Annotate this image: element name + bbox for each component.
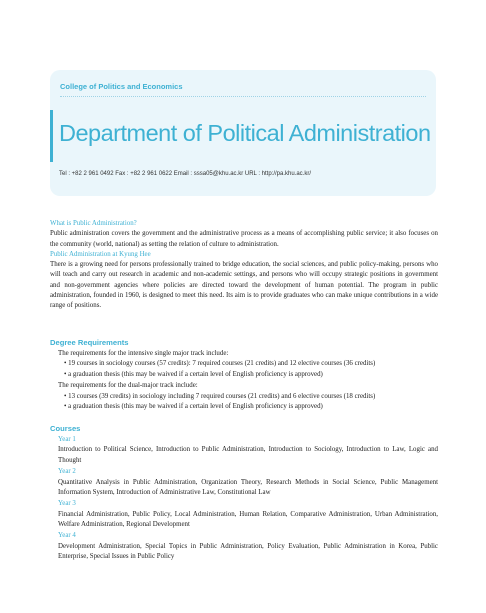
- degree-requirements-heading: Degree Requirements: [50, 338, 129, 347]
- courses-heading: Courses: [50, 424, 81, 433]
- contact-info: Tel : +82 2 961 0492 Fax : +82 2 961 0622 Email : sssa05@khu.ac.kr URL : http://pa.khu.ac.kr/: [59, 171, 312, 177]
- year-label: Year 1: [58, 435, 76, 443]
- department-header: [50, 70, 436, 196]
- intro-paragraph-2: There is a growing need for persons professionally trained to bridge education, the social sciences, and public policy-making, persons who will teach and carry out research in academic and non-academic settings, and persons who will occupy strategic positions in government and non-government agencies where policies are directed toward the development of human potential. The program in public administration, founded in 1960, is designed to meet this need. Its aim is to provide graduates who can make unique contributions in a wide range of positions.: [50, 261, 438, 310]
- department-title: Department of Political Administration: [59, 120, 431, 146]
- intro-section: [50, 219, 438, 312]
- intro-question-2: Public Administration at Kyung Hee: [50, 250, 151, 258]
- year-courses: Quantitative Analysis in Public Administration, Organization Theory, Research Methods in Social Science, Public Management Information System, Introduction of Administrative Law, Constitutional Law: [58, 478, 438, 497]
- year-courses: Introduction to Political Science, Introduction to Public Administration, Introduction to Sociology, Introduction to Law, Logic and Thought: [58, 446, 438, 465]
- intro-question-1: What is Public Administration?: [50, 220, 137, 227]
- degree-requirements-section: [50, 338, 438, 413]
- year-courses: Development Administration, Special Topics in Public Administration, Policy Evaluation, Public Administration in Korea, Public Enterprise, Special Issues in Public Policy: [58, 542, 438, 561]
- intro-paragraph-1: Public administration covers the government and the administrative process as a means of accomplishing public service; it also focuses on the community (world, national) as setting the relation of culture to administration.: [50, 230, 438, 248]
- year-label: Year 3: [58, 499, 76, 507]
- single-track-bullet: • a graduation thesis (this may be waived if a certain level of English proficiency is approved): [64, 371, 323, 379]
- year-label: Year 2: [58, 467, 76, 475]
- year-label: Year 4: [58, 532, 76, 540]
- year-courses: Financial Administration, Public Policy, Local Administration, Human Relation, Comparative Administration, Urban Administration, Welfare Administration, Regional Development: [58, 510, 438, 529]
- dual-track-intro: The requirements for the dual-major track include:: [58, 381, 198, 389]
- dual-track-bullet: • a graduation thesis (this may be waived if a certain level of English proficiency is approved): [64, 403, 323, 411]
- single-track-intro: The requirements for the intensive single major track include:: [58, 349, 229, 357]
- single-track-bullet: • 19 courses in sociology courses (57 credits): 7 required courses (21 credits) and 12 elective courses (36 credits): [64, 360, 376, 368]
- dotted-divider: [60, 96, 426, 97]
- courses-section: [50, 424, 438, 563]
- college-name: College of Politics and Economics: [60, 82, 183, 91]
- title-accent-bar: [50, 110, 53, 162]
- dual-track-bullet: • 13 courses (39 credits) in sociology including 7 required courses (21 credits) and 6 elective courses (18 credits): [64, 392, 376, 400]
